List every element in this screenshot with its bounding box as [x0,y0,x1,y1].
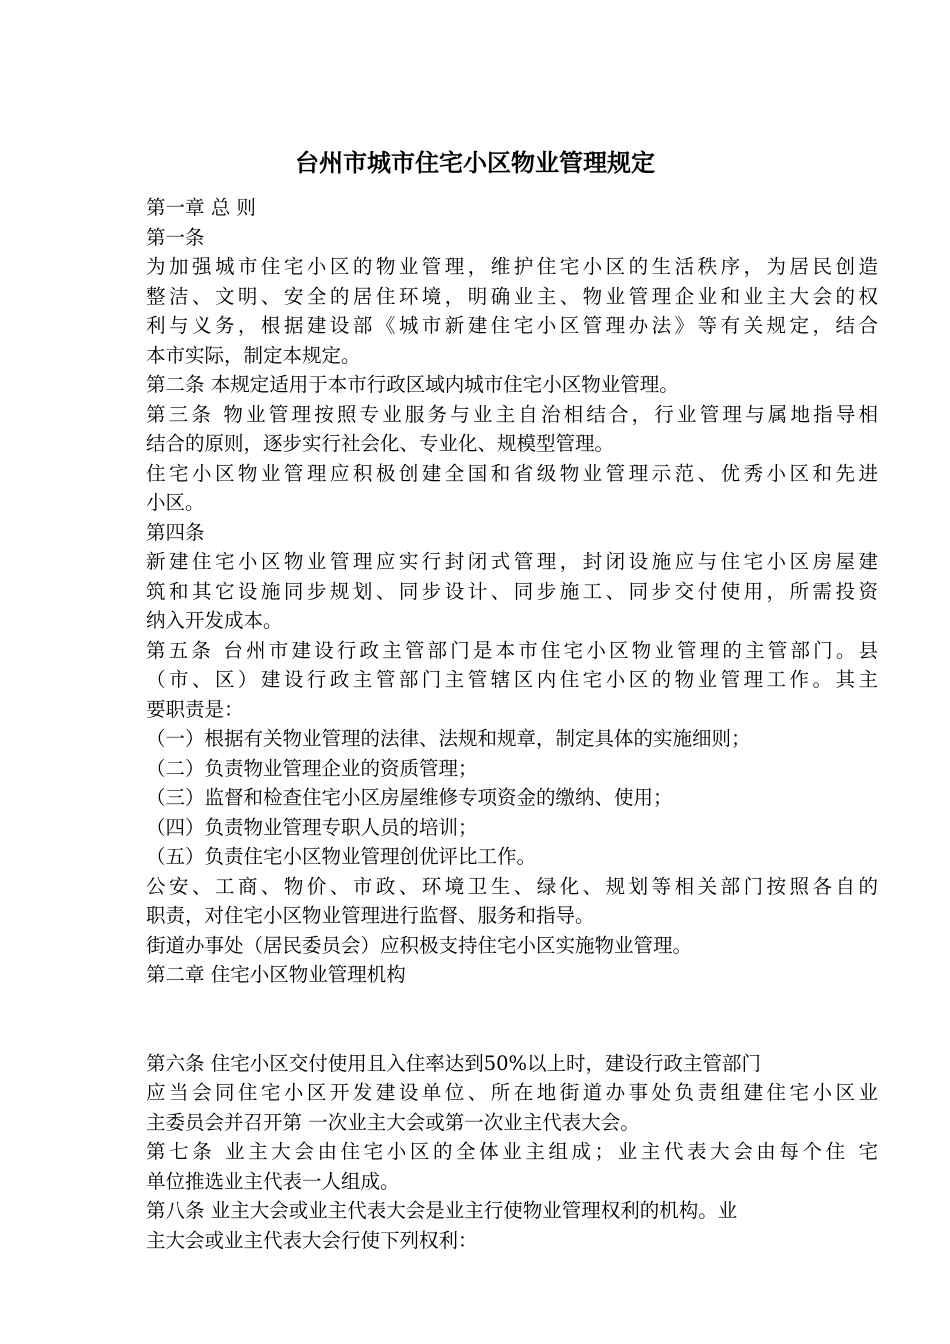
chapter-heading: 第一章 总 则 [146,196,256,219]
paragraph-line: 应当会同住宅小区开发建设单位、所在地街道办事处负责组建住宅小区业 [146,1081,878,1104]
paragraph-line: 本市实际，制定本规定。 [146,343,361,367]
paragraph-line: 结合的原则，逐步实行社会化、专业化、规模型管理。 [146,432,615,455]
paragraph-line: 第五条 台州市建设行政主管部门是本市住宅小区物业管理的主管部门。县 [146,638,878,662]
list-item: （三）监督和检查住宅小区房屋维修专项资金的缴纳、使用； [146,786,673,809]
paragraph-line: 公安、工商、物价、市政、环境卫生、绿化、规划等相关部门按照各自的 [146,874,878,898]
paragraph-line: 为加强城市住宅小区的物业管理，维护住宅小区的生活秩序，为居民创造 [146,255,878,278]
paragraph-line: 单位推选业主代表一人组成。 [146,1169,400,1193]
paragraph-line: 要职责是： [146,697,244,721]
list-item: （一）根据有关物业管理的法律、法规和规章，制定具体的实施细则； [146,727,751,750]
list-item: （二）负责物业管理企业的资质管理； [146,756,478,780]
paragraph-line: 第六条 住宅小区交付使用且入住率达到50%以上时，建设行政主管部门 [146,1051,762,1075]
document-title: 台州市城市住宅小区物业管理规定 [295,148,655,177]
document-body [146,193,878,1255]
list-item: （五）负责住宅小区物业管理创优评比工作。 [146,845,537,868]
article-heading: 第一条 [146,225,205,249]
paragraph-line: 筑和其它设施同步规划、同步设计、同步施工、同步交付使用，所需投资 [146,579,878,603]
list-item: （四）负责物业管理专职人员的培训； [146,815,478,839]
paragraph-line: 主委员会并召开第 一次业主大会或第一次业主代表大会。 [146,1110,640,1134]
paragraph-line: 整洁、文明、安全的居住环境，明确业主、物业管理企业和业主大会的权 [146,284,878,308]
paragraph-line: 第二条 本规定适用于本市行政区域内城市住宅小区物业管理。 [146,373,679,396]
paragraph-line: 纳入开发成本。 [146,609,283,632]
paragraph-line: （市、区）建设行政主管部门主管辖区内住宅小区的物业管理工作。其主 [146,668,878,691]
chapter-heading: 第二章 住宅小区物业管理机构 [146,963,406,986]
paragraph-line: 街道办事处（居民委员会）应积极支持住宅小区实施物业管理。 [146,933,693,957]
paragraph-line: 利与义务，根据建设部《城市新建住宅小区管理办法》等有关规定，结合 [146,314,878,337]
blank-space [146,990,878,1049]
paragraph-line: 小区。 [146,491,205,514]
paragraph-line: 第七条 业主大会由住宅小区的全体业主组成；业主代表大会由每个住 宅 [146,1140,878,1163]
paragraph-line: 第八条 业主大会或业主代表大会是业主行使物业管理权利的机构。业 [146,1199,738,1222]
article-heading: 第四条 [146,520,205,544]
paragraph-line: 职责，对住宅小区物业管理进行监督、服务和指导。 [146,904,595,927]
paragraph-line: 主大会或业主代表大会行使下列权利： [146,1228,478,1252]
paragraph-line: 新建住宅小区物业管理应实行封闭式管理，封闭设施应与住宅小区房屋建 [146,550,878,573]
paragraph-line: 住宅小区物业管理应积极创建全国和省级物业管理示范、优秀小区和先进 [146,461,878,485]
paragraph-line: 第三条 物业管理按照专业服务与业主自治相结合，行业管理与属地指导相 [146,402,878,426]
